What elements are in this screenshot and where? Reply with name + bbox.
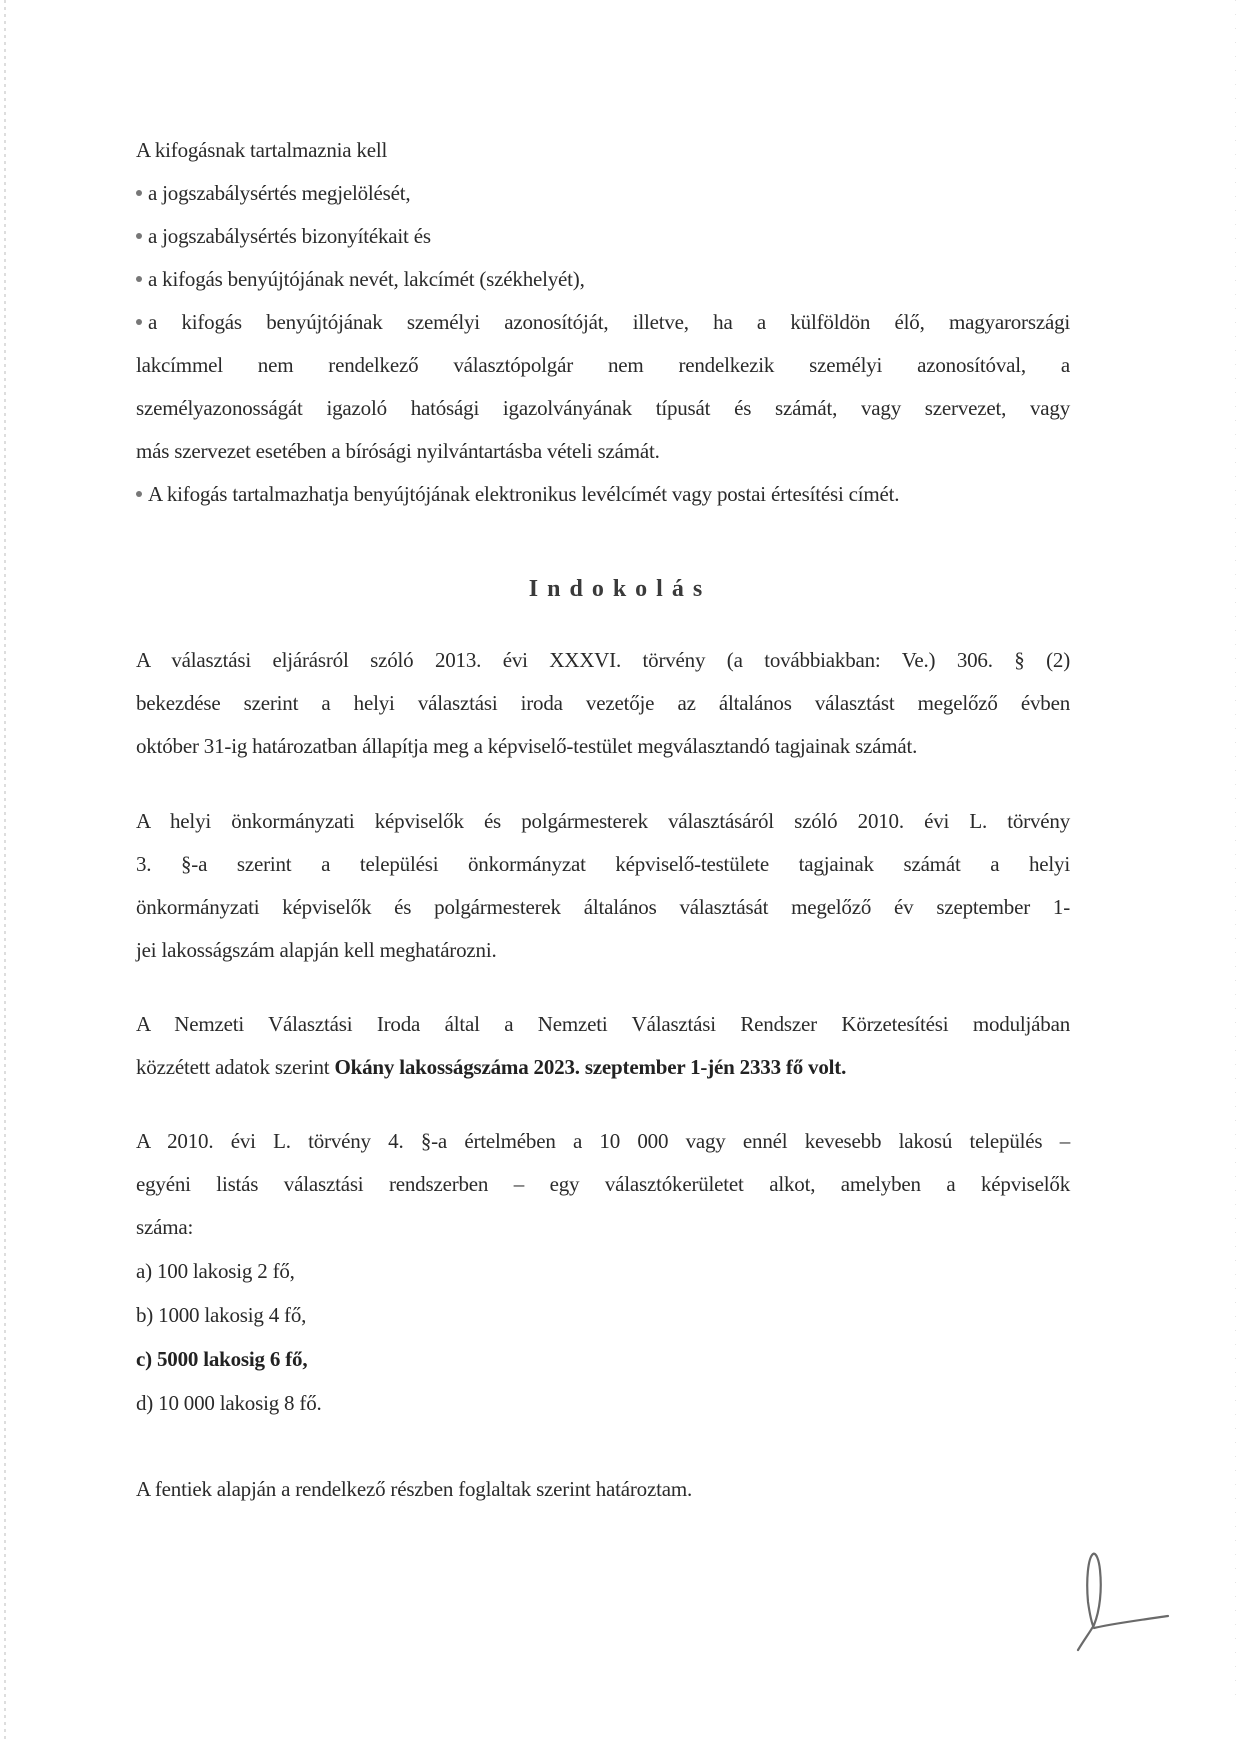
bullet-continuation: más szervezet esetében a bírósági nyilvántartásba vételi számát. <box>136 439 660 463</box>
paragraph-line: önkormányzati képviselők és polgármesterek általános választását megelőző év szeptember 1- <box>136 895 1070 919</box>
bullet-icon <box>136 276 142 282</box>
bullet-icon <box>136 319 142 325</box>
paragraph-line: egyéni listás választási rendszerben – egy választókerületet alkot, amelyben a képviselők <box>136 1172 1070 1196</box>
paragraph-line: A Nemzeti Választási Iroda által a Nemzeti Választási Rendszer Körzetesítési moduljában <box>136 1012 1070 1036</box>
signature-icon <box>1050 1540 1180 1670</box>
paragraph-line: száma: <box>136 1215 194 1239</box>
paragraph-line: bekezdése szerint a helyi választási iroda vezetője az általános választást megelőző évben <box>136 691 1070 715</box>
bullet-icon <box>136 190 142 196</box>
bullet-item: a jogszabálysértés megjelölését, <box>136 180 1070 206</box>
paragraph-line: október 31-ig határozatban állapítja meg a képviselő-testület megválasztandó tagjainak számát. <box>136 734 918 758</box>
paragraph-line: 3. §-a szerint a települési önkormányzat képviselő-testülete tagjainak számát a helyi <box>136 852 1070 876</box>
section-heading: Indokolás <box>528 576 712 602</box>
bullet-continuation: lakcímmel nem rendelkező választópolgár nem rendelkezik személyi azonosítóval, a <box>136 353 1070 377</box>
bullet-continuation: személyazonosságát igazoló hatósági igazolványának típusát és számát, vagy szervezet, vagy <box>136 396 1070 420</box>
paragraph-line: A helyi önkormányzati képviselők és polgármesterek választásáról szóló 2010. évi L. törvény <box>136 809 1070 833</box>
paragraph-line: jei lakosságszám alapján kell meghatározni. <box>136 938 497 962</box>
intro-text: A kifogásnak tartalmaznia kell <box>136 138 388 162</box>
list-item-highlighted: c) 5000 lakosig 6 fő, <box>136 1347 308 1371</box>
list-item: b) 1000 lakosig 4 fő, <box>136 1303 307 1327</box>
population-statement: Okány lakosságszáma 2023. szeptember 1-jén 2333 fő volt. <box>334 1055 847 1079</box>
bullet-icon <box>136 233 142 239</box>
paragraph-line: A választási eljárásról szóló 2013. évi XXXVI. törvény (a továbbiakban: Ve.) 306. § (2) <box>136 648 1070 672</box>
paragraph-line: A 2010. évi L. törvény 4. §-a értelmében a 10 000 vagy ennél kevesebb lakosú település – <box>136 1129 1070 1153</box>
scan-edge-right <box>1235 0 1236 1700</box>
list-item: d) 10 000 lakosig 8 fő. <box>136 1391 322 1415</box>
paragraph-line: közzétett adatok szerint Okány lakosságszáma 2023. szeptember 1-jén 2333 fő volt. <box>136 1055 847 1079</box>
bullet-item: a jogszabálysértés bizonyítékait és <box>136 223 1070 249</box>
bullet-item: A kifogás tartalmazhatja benyújtójának elektronikus levélcímét vagy postai értesítési címét. <box>136 481 1070 507</box>
scan-edge-left <box>4 0 6 1740</box>
closing-statement: A fentiek alapján a rendelkező részben foglaltak szerint határoztam. <box>136 1477 693 1501</box>
bullet-icon <box>136 491 142 497</box>
list-item: a) 100 lakosig 2 fő, <box>136 1259 295 1283</box>
bullet-item: a kifogás benyújtójának személyi azonosítóját, illetve, ha a külföldön élő, magyarországi <box>136 309 1070 335</box>
bullet-item: a kifogás benyújtójának nevét, lakcímét (székhelyét), <box>136 266 1070 292</box>
